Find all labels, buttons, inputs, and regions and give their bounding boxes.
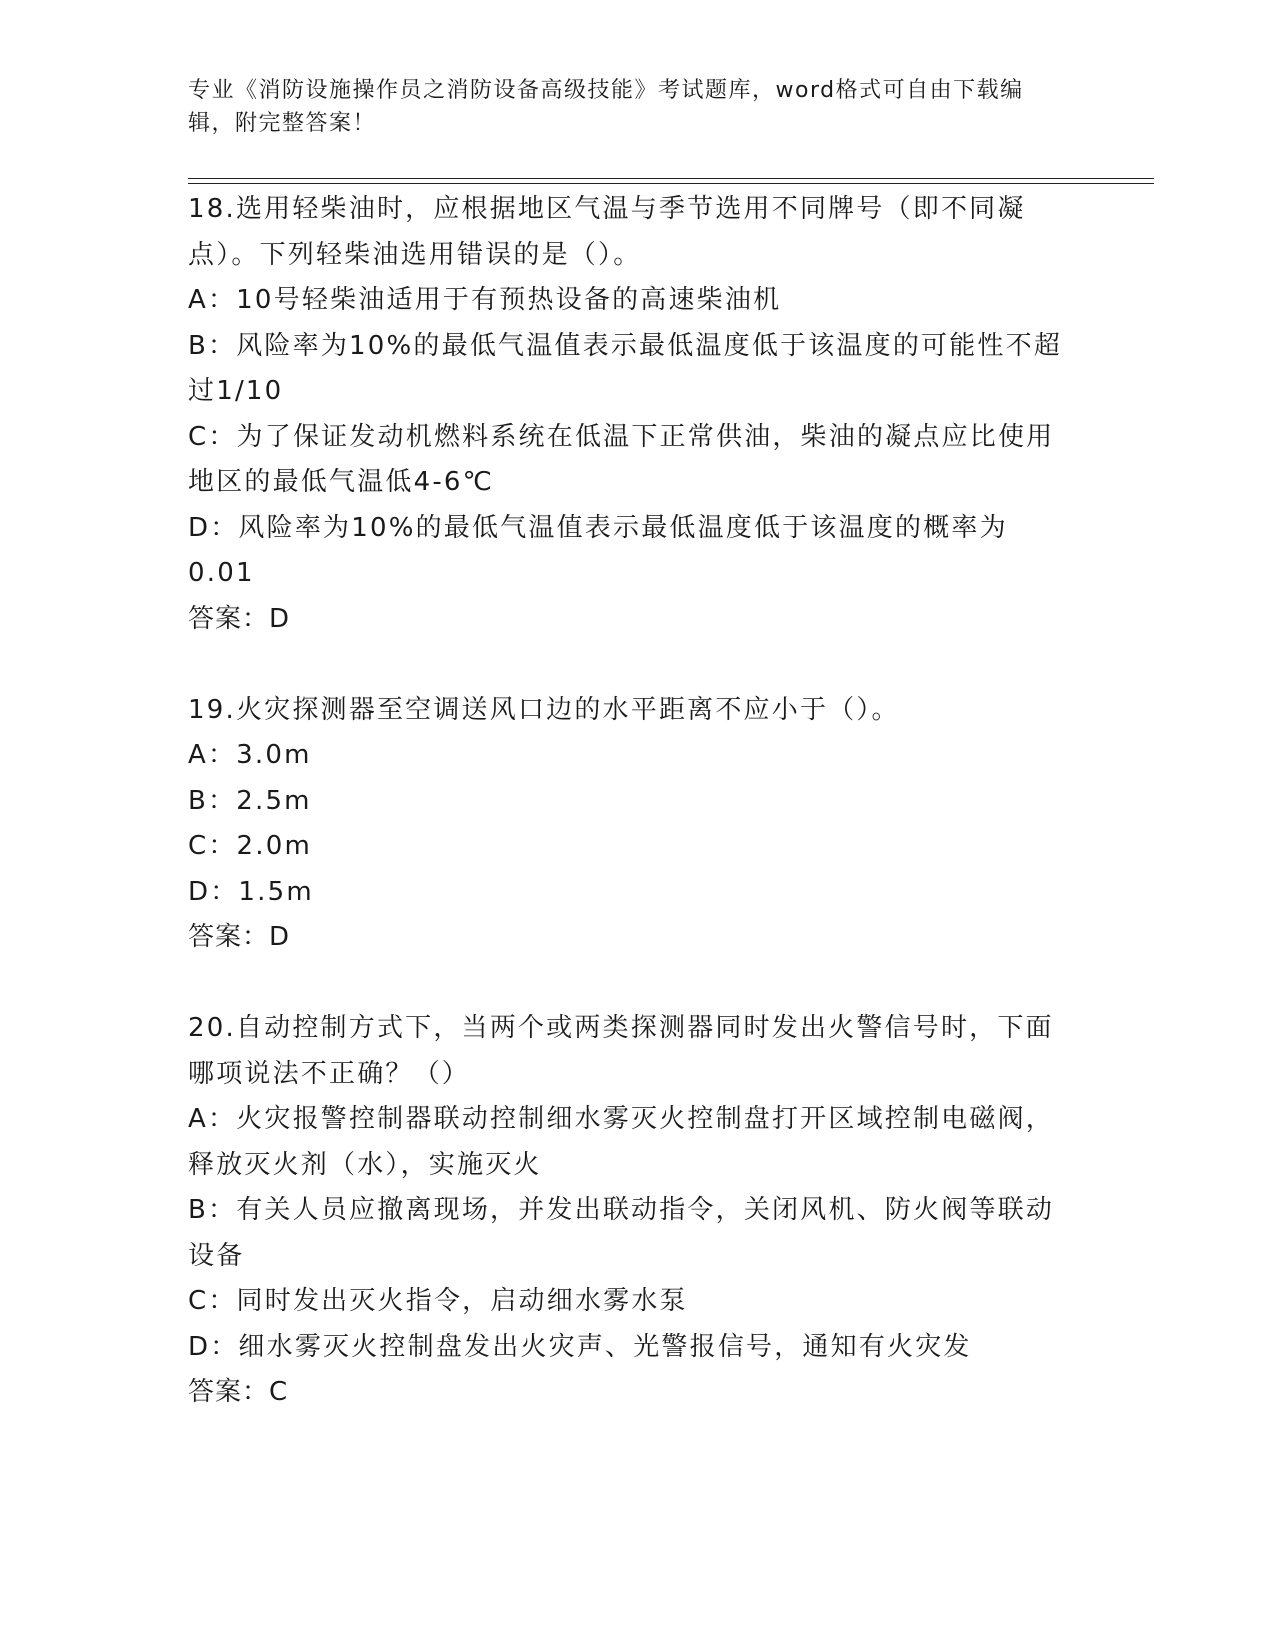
question-19 [188,688,1068,961]
option-b: B：风险率为10%的最低气温值表示最低温度低于该温度的可能性不超过1/10 [188,330,1063,406]
option-a: A：火灾报警控制器联动控制细水雾灭火控制盘打开区域控制电磁阀，释放灭火剂（水），实施灭火 [188,1104,1054,1180]
option-c: C：同时发出灭火指令，启动细水雾水泵 [188,1286,688,1316]
option-d: D：风险率为10%的最低气温值表示最低温度低于该温度的概率为0.01 [188,512,1008,588]
option-c: C：2.0m [188,831,313,861]
document-header: 专业《消防设施操作员之消防设备高级技能》考试题库，word格式可自由下载编辑，附完整答案！ [188,78,1024,136]
question-18 [188,187,1068,642]
answer: 答案：D [188,922,291,952]
option-b: B：2.5m [188,785,312,816]
header-divider-bottom [188,183,1154,184]
option-c: C：为了保证发动机燃料系统在低温下正常供油，柴油的凝点应比使用地区的最低气温低4-6℃ [188,421,1055,497]
question-list [188,187,1068,1416]
question-stem: 20.自动控制方式下，当两个或两类探测器同时发出火警信号时，下面哪项说法不正确？（） [188,1013,1054,1089]
option-a: A：10号轻柴油适用于有预热设备的高速柴油机 [188,285,782,315]
answer: 答案：C [188,1377,289,1407]
question-spacer [188,961,1068,1007]
question-stem: 18.选用轻柴油时，应根据地区气温与季节选用不同牌号（即不同凝点）。下列轻柴油选用错误的是（）。 [188,194,1026,270]
question-stem: 19.火灾探测器至空调送风口边的水平距离不应小于（）。 [188,694,900,725]
question-20 [188,1006,1068,1416]
question-spacer [188,642,1068,688]
option-b: B：有关人员应撤离现场，并发出联动指令，关闭风机、防火阀等联动设备 [188,1195,1055,1271]
answer: 答案：D [188,603,291,634]
option-d: D：细水雾灭火控制盘发出火灾声、光警报信号，通知有火灾发 [188,1331,972,1362]
header-divider-top [188,178,1154,179]
option-a: A：3.0m [188,740,312,770]
option-d: D：1.5m [188,876,314,907]
